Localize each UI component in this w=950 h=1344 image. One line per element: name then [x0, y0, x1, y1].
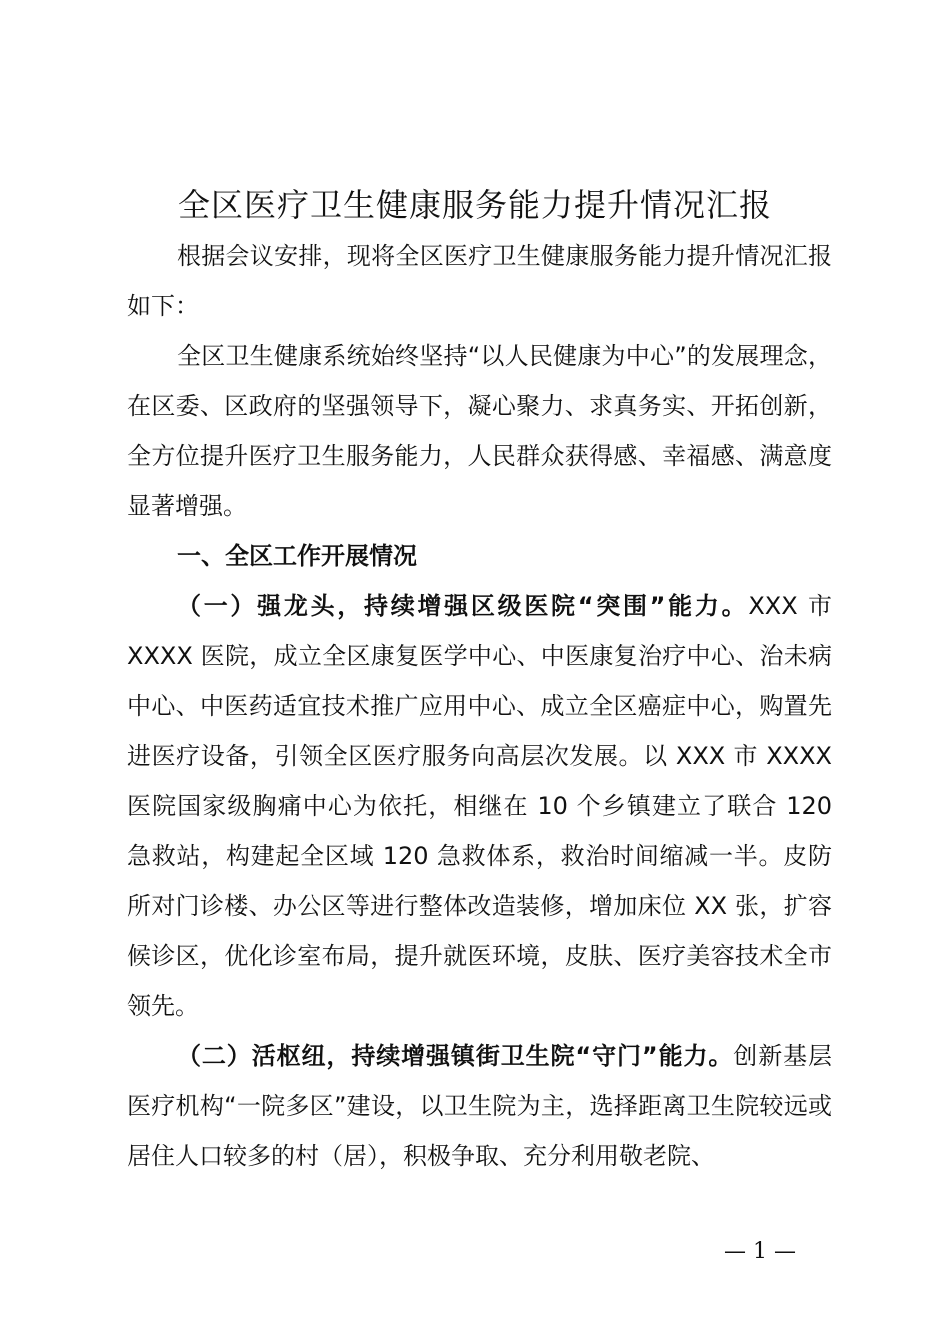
item-1-text: XXX 市 XXXX 医院，成立全区康复医学中心、中医康复治疗中心、治未病中心、中医药适宜技术推广应用中心、成立全区癌症中心，购置先进医疗设备，引领全区医疗服务向高层次发展。以 XXX 市 XXXX 医院国家级胸痛中心为依托，相继在 10 个乡镇建立了联合 120 急救站，构建起全区域 120 急救体系，救治时间缩减一半。皮防所对门诊楼、办公区等进行整体改造装修，增加床位 XX 张，扩容候诊区，优化诊室布局，提升就医环境，皮肤、医疗美容技术全市领先。: [127, 592, 832, 1020]
item-2-lead: （二）活枢纽，持续增强镇街卫生院“守门”能力。: [177, 1042, 734, 1070]
page-number: — 1 —: [724, 1239, 796, 1264]
item-2-text: 创新基层医疗机构“一院多区”建设，以卫生院为主，选择距离卫生院较远或居住人口较多的村（居），积极争取、充分利用敬老院、: [127, 1042, 833, 1170]
document-title: 全区医疗卫生健康服务能力提升情况汇报: [177, 186, 772, 224]
item-paragraph-2: [127, 1031, 832, 1181]
intro-paragraph: 根据会议安排，现将全区医疗卫生健康服务能力提升情况汇报如下：: [127, 242, 832, 320]
document-body: [127, 231, 832, 1181]
item-paragraph-1: [127, 581, 832, 1031]
section-heading: 一、全区工作开展情况: [177, 542, 417, 570]
item-1-lead: （一）强龙头，持续增强区级医院“突围”能力。: [177, 592, 749, 620]
overview-paragraph: 全区卫生健康系统始终坚持“以人民健康为中心”的发展理念，在区委、区政府的坚强领导下，凝心聚力、求真务实、开拓创新，全方位提升医疗卫生服务能力，人民群众获得感、幸福感、满意度显著增强。: [127, 342, 832, 520]
